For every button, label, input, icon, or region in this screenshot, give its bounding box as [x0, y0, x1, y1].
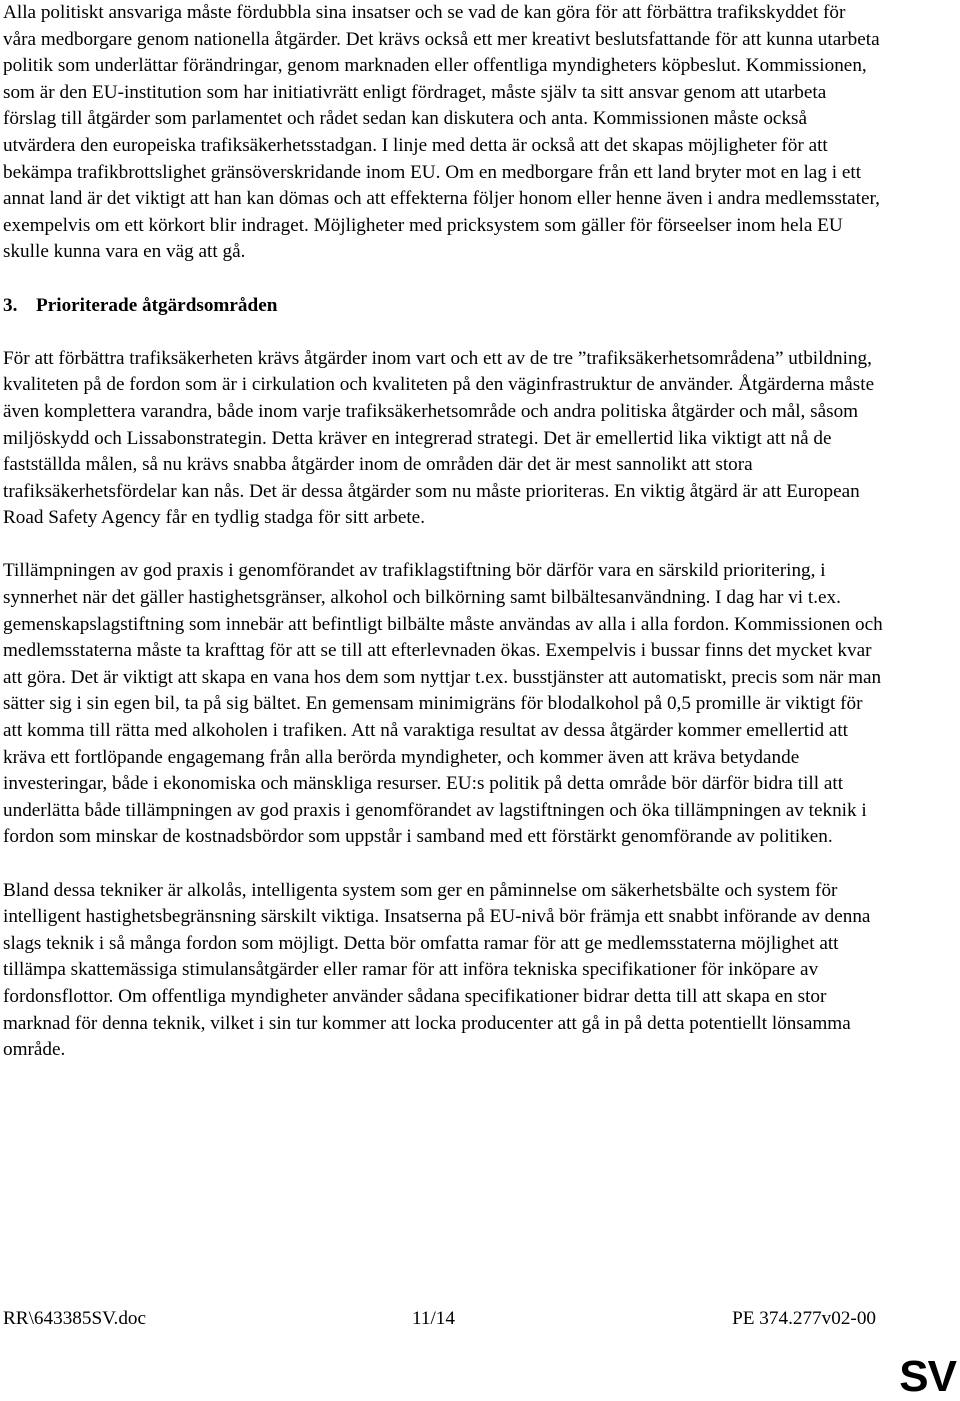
paragraph-national-measures: Alla politiskt ansvariga måste fördubbla sina insatser och se vad de kan göra för att förbättra trafikskyddet för våra medborgare genom nationella åtgärder. Det krävs också ett mer kreativt beslutsfattande för att kunna utarbeta politik som underlättar förändringar, genom marknaden eller offentliga myndigheters köpbeslut. Kommissionen, som är den EU-institution som har initiativrätt enligt fördraget, måste själv ta sitt ansvar genom att utarbeta förslag till åtgärder som parlamentet och rådet sedan kan diskutera och anta. Kommissionen måste också utvärdera den europeiska trafiksäkerhetsstadgan. I linje med detta är också att det skapas möjligheter för att bekämpa trafikbrottslighet gränsöverskridande inom EU. Om en medborgare från ett land bryter mot en lag i ett annat land är det viktigt att han kan dömas och att effekterna följer honom eller henne även i andra medlemsstater, exempelvis om ett körkort blir indraget. Möjligheter med pricksystem som gäller för förseelser inom hela EU skulle kunna vara en väg att gå.	[3, 2, 880, 263]
footer-page-number: 11/14	[412, 1308, 455, 1329]
page-footer	[3, 1305, 883, 1332]
footer-pe-reference: PE 374.277v02-00	[732, 1308, 876, 1329]
section-heading	[3, 293, 883, 320]
section-title: Prioriterade åtgärdsområden	[36, 294, 278, 316]
paragraph-technologies: Bland dessa tekniker är alkolås, intelligenta system som ger en påminnelse om säkerhetsbälte och system för intelligent hastighetsbegränsning särskilt viktiga. Insatserna på EU-nivå bör främja ett snabbt införande av denna slags teknik i så många fordon som möjligt. Detta bör omfatta ramar för att ge medlemsstaterna möjlighet att tillämpa skattemässiga stimulansåtgärder eller ramar för att införa tekniska specifikationer för inköpare av fordonsflottor. Om offentliga myndigheter använder sådana specifikationer bidrar detta till att skapa en stor marknad för denna teknik, vilket i sin tur kommer att locka producenter att gå in på detta potentiellt lönsamma område.	[3, 879, 871, 1061]
section-number: 3.	[3, 294, 18, 316]
document-body	[3, 0, 883, 1064]
footer-document-reference: RR\643385SV.doc	[3, 1308, 147, 1329]
paragraph-good-practice: Tillämpningen av god praxis i genomförandet av trafiklagstiftning bör därför vara en särskild prioritering, i synnerhet när det gäller hastighetsgränser, alkohol och bilkörning samt bilbältesanvändning. I dag har vi t.ex. gemenskapslagstiftning som innebär att befintligt bilbälte måste användas av alla i alla fordon. Kommissionen och medlemsstaterna måste ta krafttag för att se till att efterlevnaden ökas. Exempelvis i bussar finns det mycket kvar att göra. Det är viktigt att skapa en vana hos dem som nyttjar t.ex. busstjänster att automatiskt, precis som när man sätter sig i sin egen bil, ta på sig bältet. En gemensam minimigräns för blodalkohol på 0,5 promille är viktigt för att komma till rätta med alkoholen i trafiken. Att nå varaktiga resultat av dessa åtgärder kommer emellertid att kräva ett fortlöpande engagemang från alla berörda myndigheter, och kommer även att kräva betydande investeringar, både i ekonomiska och mänskliga resurser. EU:s politik på detta område bör därför bidra till att underlätta både tillämpningen av god praxis i genomförandet av lagstiftningen och öka tillämpningen av teknik i fordon som minskar de kostnadsbördor som uppstår i samband med ett förstärkt genomförande av politiken.	[3, 560, 883, 848]
language-code: SV	[899, 1352, 956, 1401]
paragraph-safety-areas: För att förbättra trafiksäkerheten krävs åtgärder inom vart och ett av de tre ”trafiksäkerhetsområdena” utbildning, kvaliteten på de fordon som är i cirkulation och kvaliteten på den väginfrastruktur de använder. Åtgärderna måste även komplettera varandra, både inom varje trafiksäkerhetsområde och andra politiska åtgärder och mål, såsom miljöskydd och Lissabonstrategin. Detta kräver en integrerad strategi. Det är emellertid lika viktigt att nå de fastställda målen, så nu krävs snabba åtgärder inom de områden där det är mest sannolikt att stora trafiksäkerhetsfördelar kan nås. Det är dessa åtgärder som nu måste prioriteras. En viktig åtgärd är att European Road Safety Agency får en tydlig stadga för sitt arbete.	[3, 347, 875, 529]
